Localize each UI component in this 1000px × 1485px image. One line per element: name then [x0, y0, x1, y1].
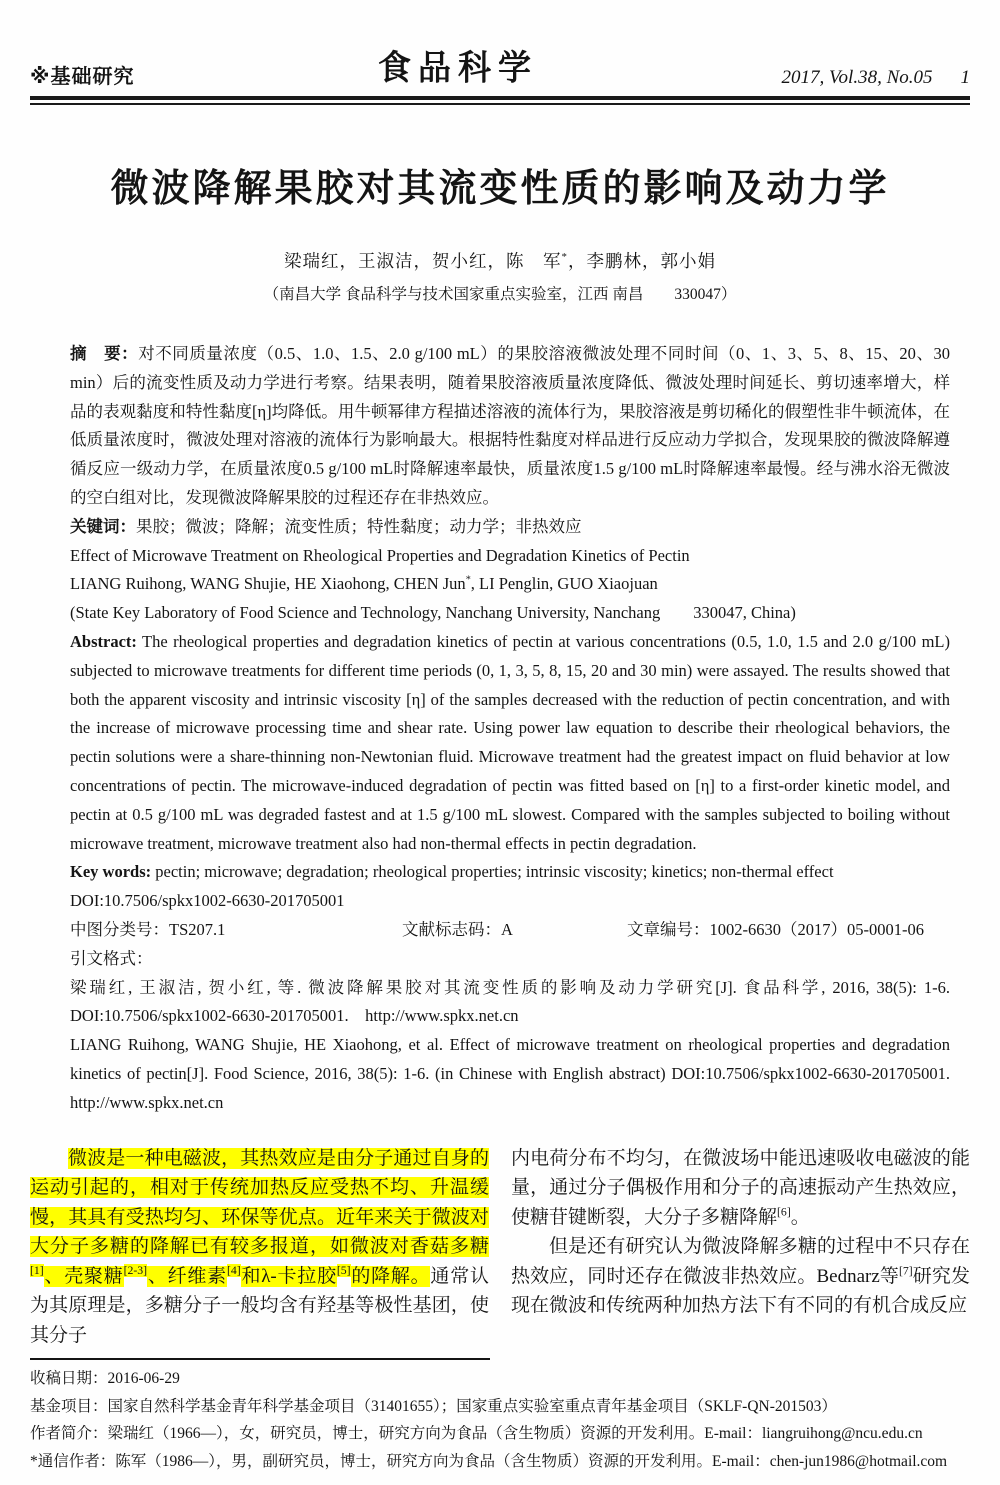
keywords-en-label: Key words:	[70, 862, 152, 882]
highlighted-text: 、壳聚糖	[43, 1265, 124, 1287]
ref-7: [7]	[898, 1264, 913, 1278]
funding-label: 基金项目：	[30, 1397, 108, 1415]
author-bio-text: 梁瑞红（1966—），女，研究员，博士，研究方向为食品（含生物质）资源的开发利用。E-mail：liangruihong@ncu.edu.cn	[107, 1425, 923, 1443]
issue-info-wrap	[782, 67, 970, 89]
page-header	[30, 42, 970, 89]
journal-logo: 食品科学	[378, 47, 538, 89]
keywords-cn	[70, 513, 950, 542]
document-code: 文献标志码：A	[402, 919, 513, 939]
right-column	[511, 1144, 970, 1351]
abstract-cn	[70, 340, 950, 513]
authors-cn-text: 梁瑞红，王淑洁，贺小红，陈 军	[284, 251, 562, 271]
intro-paragraph-1	[30, 1144, 489, 1351]
funding-text: 国家自然科学基金青年科学基金项目（31401655）；国家重点实验室重点青年基金项目（SKLF-QN-201503）	[107, 1397, 837, 1415]
abstract-en-label: Abstract:	[70, 631, 137, 651]
body-text: 内电荷分布不均匀，在微波场中能迅速吸收电磁波的能量，通过分子偶极作用和分子的高速振动产生热效应，使糖苷键断裂，大分子多糖降解	[511, 1147, 970, 1228]
header-divider	[30, 96, 970, 105]
highlighted-text: 微波是一种电磁波，其热效应是由分子通过自身的运动引起的，相对于传统加热反应受热不均、升温缓慢，其具有受热均匀、环保等优点。近年来关于微波对大分子多糖的降解已有较多报道，如微波对香菇多糖	[30, 1147, 489, 1258]
ref-5: [5]	[336, 1264, 351, 1278]
body-text: 但是还有研究认为微波降解多糖的过程中不只存在热效应，同时还存在微波非热效应。Bednarz等	[511, 1236, 970, 1287]
intro-paragraph-1-continued	[511, 1144, 970, 1233]
intro-paragraph-2	[511, 1232, 970, 1321]
authors-cn-text-2: ，李鹏林，郭小娟	[567, 251, 716, 271]
clc-number: 中图分类号：TS207.1	[70, 919, 226, 939]
corresponding-author-asterisk: *	[561, 251, 568, 264]
page-number: 1	[960, 67, 970, 88]
author-bio-label: 作者简介：	[30, 1425, 108, 1443]
abstract-cn-label: 摘 要：	[70, 344, 139, 363]
keywords-en-text: pectin; microwave; degradation; rheological properties; intrinsic viscosity; kinetics; non-thermal effect	[151, 862, 834, 882]
issue-info: 2017, Vol.38, No.05	[781, 67, 933, 88]
body-text: 。	[790, 1206, 810, 1228]
funding-note	[30, 1393, 970, 1421]
abstract-en	[70, 628, 950, 858]
footnote-divider	[30, 1358, 490, 1360]
article-title-en: Effect of Microwave Treatment on Rheological Properties and Degradation Kinetics of Pectin	[70, 545, 690, 565]
body-text: 研究发现在微波和传统两种加热方法下有不同的有机合成反应	[511, 1265, 970, 1317]
affiliation-en: (State Key Laboratory of Food Science and Technology, Nanchang University, Nanchang 330047, China)	[70, 603, 796, 623]
affiliation-cn: （南昌大学 食品科学与技术国家重点实验室，江西 南昌 330047）	[263, 286, 737, 303]
received-date-value: 2016-06-29	[107, 1370, 180, 1388]
corresponding-author-text: 陈军（1986—），男，副研究员，博士，研究方向为食品（含生物质）资源的开发利用。E-mail：chen-jun1986@hotmail.com	[115, 1452, 948, 1470]
ref-6: [6]	[777, 1205, 791, 1219]
highlighted-text: 、纤维素	[147, 1265, 227, 1287]
doi-line: DOI:10.7506/spkx1002-6630-201705001	[70, 891, 345, 911]
corresponding-author-label: *通信作者：	[30, 1452, 116, 1470]
body-columns	[30, 1144, 970, 1351]
citation-format-label: 引文格式：	[70, 948, 153, 968]
keywords-en	[70, 858, 950, 887]
highlighted-text: 和λ-卡拉胶	[240, 1265, 337, 1287]
highlighted-text: 的降解。	[350, 1265, 431, 1287]
citation-en: LIANG Ruihong, WANG Shujie, HE Xiaohong, et al. Effect of microwave treatment on rheological properties and degradation kinetics of pectin[J]. Food Science, 2016, 38(5): 1-6. (in Chinese with English abstract) DOI:10.7506/spkx1002-6630-201705001. http://www.spkx.net.cn	[70, 1035, 967, 1112]
keywords-cn-label: 关键词：	[70, 516, 136, 536]
authors-en	[70, 570, 950, 599]
citation-cn: 梁瑞红, 王淑洁, 贺小红, 等. 微波降解果胶对其流变性质的影响及动力学研究[J]. 食品科学, 2016, 38(5): 1-6. DOI:10.7506/spkx1002-6630-201705001. http://www.spkx.net.cn	[70, 977, 950, 1026]
authors-en-text: LIANG Ruihong, WANG Shujie, HE Xiaohong, CHEN Jun	[70, 574, 466, 594]
author-bio-note	[30, 1420, 970, 1448]
corresponding-author-asterisk-en: *	[465, 574, 471, 586]
article-title-cn: 微波降解果胶对其流变性质的影响及动力学	[110, 168, 890, 210]
ref-2-3: [2-3]	[123, 1264, 148, 1278]
section-label: ※基础研究	[30, 66, 135, 88]
authors-en-text-2: , LI Penglin, GUO Xiaojuan	[470, 574, 658, 594]
keywords-cn-text: 果胶；微波；降解；流变性质；特性黏度；动力学；非热效应	[136, 516, 582, 536]
corresponding-author-note	[30, 1448, 970, 1476]
abstract-en-text: The rheological properties and degradation kinetics of pectin at various concentrations (0.5, 1.0, 1.5 and 2.0 g/100 mL) subjected to microwave treatments for different time periods (0, 1, 3, 5, 8, 15, 20 and 30 min) were assayed. The results showed that both the apparent viscosity and intrinsic viscosity [η] of the samples decreased with the reduction of pectin concentration, and with the increase of microwave processing time and shear rate. Using power law equation to describe their rheological behaviors, the pectin solutions were a share-thinning non-Newtonian fluid. Microwave treatment had the greatest impact on fluid behavior at low concentrations of pectin. The microwave-induced degradation of pectin was fitted based on [η] to a first-order kinetic model, and pectin at 0.5 g/100 mL was degraded fastest and at 1.5 g/100 mL slowest. Compared with the samples subjected to boiling without microwave treatment, microwave treatment also had non-thermal effects in pectin degradation.	[70, 631, 950, 853]
classification-row	[70, 916, 950, 945]
received-date-label: 收稿日期：	[30, 1370, 108, 1388]
footnotes-block	[30, 1365, 970, 1475]
meta-block	[70, 340, 967, 1118]
received-date	[30, 1365, 970, 1393]
left-column	[30, 1144, 489, 1351]
ref-4: [4]	[226, 1264, 241, 1278]
authors-cn	[0, 248, 1000, 273]
ref-1: [1]	[30, 1264, 44, 1278]
abstract-cn-text: 对不同质量浓度（0.5、1.0、1.5、2.0 g/100 mL）的果胶溶液微波处理不同时间（0、1、3、5、8、15、20、30 min）后的流变性质及动力学进行考察。结果表明，随着果胶溶液质量浓度降低、微波处理时间延长、剪切速率增大，样品的表观黏度和特性黏度[η]均降低。用牛顿幂律方程描述溶液的流体行为，果胶溶液是剪切稀化的假塑性非牛顿流体，在低质量浓度时，微波处理对溶液的流体行为影响最大。根据特性黏度对样品进行反应动力学拟合，发现果胶的微波降解遵循反应一级动力学，在质量浓度0.5 g/100 mL时降解速率最快，质量浓度1.5 g/100 mL时降解速率最慢。经与沸水浴无微波的空白组对比，发现微波降解果胶的过程还存在非热效应。	[70, 344, 951, 507]
article-id: 文章编号：1002-6630（2017）05-0001-06	[627, 919, 924, 939]
body-text: 通常认为其原理是，多糖分子一般均含有羟基等极性基团，使其分子	[30, 1265, 489, 1346]
